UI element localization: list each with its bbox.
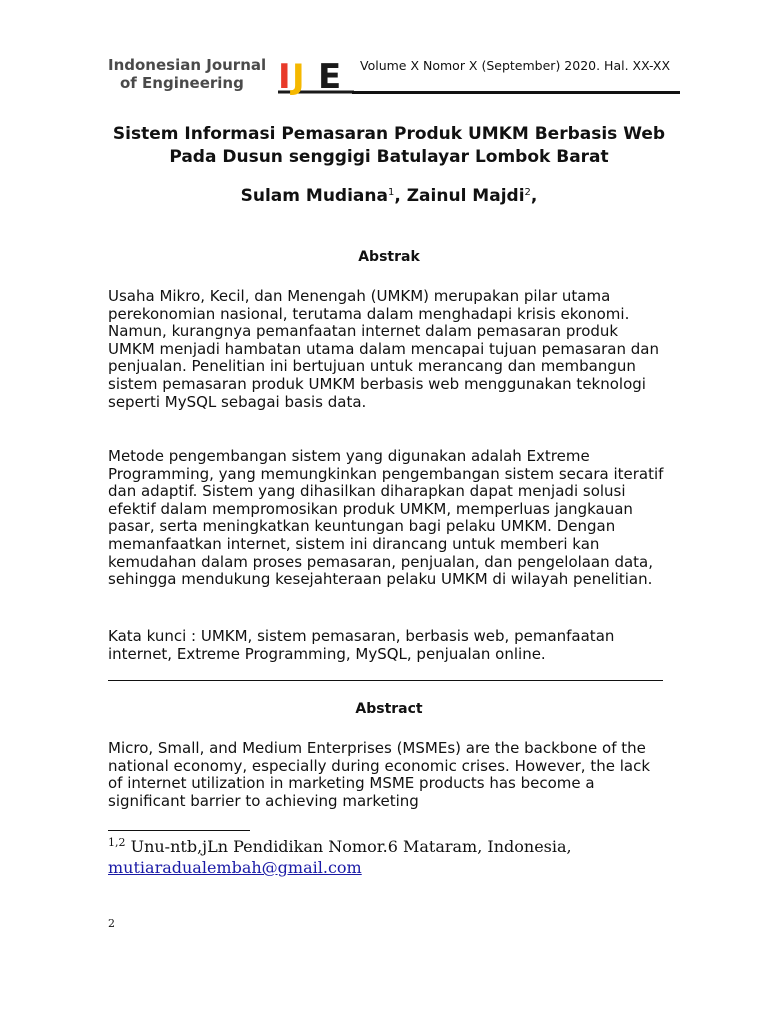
author-2-name: Zainul Majdi (406, 186, 525, 206)
logo-letter-i: I (278, 57, 291, 96)
article-title: Sistem Informasi Pemasaran Produk UMKM Berbasis Web Pada Dusun senggigi Batulayar Lombok Barat (112, 124, 666, 167)
ije-logo-mark (276, 56, 356, 96)
journal-name (108, 56, 266, 92)
author-trailing-comma: , (530, 186, 538, 206)
abstrak-paragraph-1: Usaha Mikro, Kecil, dan Menengah (UMKM) merupakan pilar utama perekonomian nasional, terutama dalam menghadapi krisis ekonomi. Namun, kurangnya pemanfaatan internet dalam pemasaran produk UMKM menjadi hambatan utama dalam mencapai tujuan pemasaran dan penjualan. Penelitian ini bertujuan untuk merancang dan membangun sistem pemasaran produk UMKM berbasis web menggunakan teknologi seperti MySQL sebagai basis data. (108, 287, 659, 411)
page-number: 2 (108, 917, 115, 930)
author-separator: , (394, 186, 407, 206)
abstract-paragraph-1: Micro, Small, and Medium Enterprises (MSMEs) are the backbone of the national economy, especially during economic crises. However, the lack of internet utilization in marketing MSME products has become a significant barrier to achieving marketing (108, 739, 651, 810)
author-1-name: Sulam Mudiana (240, 186, 388, 206)
journal-name-line2: of Engineering (120, 74, 244, 92)
keywords: Kata kunci : UMKM, sistem pemasaran, berbasis web, pemanfaatan internet, Extreme Programming, MySQL, penjualan online. (108, 627, 615, 663)
footnote-marker: 1,2 (108, 836, 126, 849)
keywords-divider (108, 680, 663, 681)
author-email-link[interactable]: mutiaradualembah@gmail.com (108, 858, 362, 877)
footnote-text: Unu-ntb,jLn Pendidikan Nomor.6 Mataram, Indonesia, (125, 837, 572, 856)
abstract-heading: Abstract (355, 701, 423, 717)
author-1-affiliation: 1 (387, 187, 395, 198)
author-line (100, 185, 678, 207)
journal-name-line1: Indonesian Journal (108, 56, 267, 74)
abstrak-paragraph-2: Metode pengembangan sistem yang digunakan adalah Extreme Programming, yang memungkinkan pengembangan sistem secara iteratif dan adaptif. Sistem yang dihasilkan diharapkan dapat menjadi solusi efektif dalam mempromosikan produk UMKM, memperluas jangkauan pasar, serta meningkatkan keuntungan bagi pelaku UMKM. Dengan memanfaatkan internet, sistem ini dirancang untuk memberi kan kemudahan dalam proses pemasaran, penjualan, dan pengelolaan data, sehingga mendukung kesejahteraan pelaku UMKM di wilayah penelitian. (108, 447, 664, 589)
logo-letter-j: J (292, 57, 305, 96)
abstrak-heading: Abstrak (358, 249, 420, 265)
logo-letter-e: E (318, 57, 342, 96)
footnote-rule (108, 830, 250, 831)
issue-info: Volume X Nomor X (September) 2020. Hal. XX-XX (360, 58, 671, 73)
journal-logo (108, 56, 358, 100)
footnote-affiliation (108, 836, 668, 857)
footnote (108, 836, 668, 878)
header-rule (352, 91, 680, 94)
author-2-affiliation: 2 (524, 187, 531, 198)
